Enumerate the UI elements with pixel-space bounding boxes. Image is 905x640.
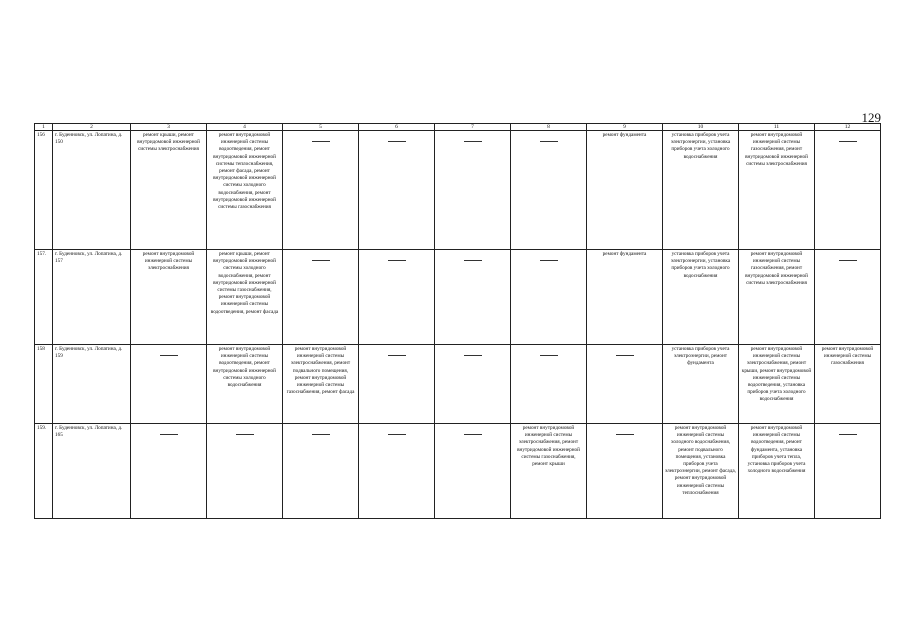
cell: ремонт внутридомовой инженерной системы водоотведения, ремонт фундамента, установка приборов учета тепла, установка приборов учета холодного водоснабжения (739, 424, 815, 519)
row-number: 156 (35, 131, 53, 250)
cell: ремонт внутридомовой инженерной системы холодного водоснабжения, ремонт подвального помещения, установка приборов учета электроэнергии, ремонт фасада, ремонт внутридомовой инженерной системы теплоснабжения (663, 424, 739, 519)
repair-schedule-table (34, 123, 881, 519)
column-number: 5 (283, 124, 359, 131)
empty-cell (587, 424, 663, 519)
empty-cell (815, 250, 881, 345)
cell: ремонт крыши, ремонт внутридомовой инженерной системы холодного водоснабжения, ремонт внутридомовой инженерной системы газоснабжения, ремонт внутридомовой инженерной системы водоотведения, ремонт фасада (207, 250, 283, 345)
column-number: 2 (53, 124, 131, 131)
dash-mark (312, 434, 330, 435)
empty-cell (207, 424, 283, 519)
column-number-row (35, 124, 881, 131)
address-cell: г. Буденновск, ул. Лопатина, д. 165 (53, 424, 131, 519)
empty-cell (283, 250, 359, 345)
dash-mark (388, 355, 406, 356)
row-number: 159. (35, 424, 53, 519)
empty-cell (435, 131, 511, 250)
cell: установка приборов учета электроэнергии, установка приборов учета холодного водоснабжения (663, 250, 739, 345)
dash-mark (464, 355, 482, 356)
empty-cell (283, 424, 359, 519)
page-number: 129 (861, 110, 881, 125)
cell: ремонт внутридомовой инженерной системы электроснабжения, ремонт подвального помещения, ремонт внутридомовой инженерной системы газоснабжения, ремонт фасада (283, 345, 359, 424)
empty-cell (511, 131, 587, 250)
empty-cell (587, 345, 663, 424)
cell: ремонт внутридомовой инженерной системы электроснабжения, ремонт внутридомовой инженерной системы газоснабжения, ремонт крыши (511, 424, 587, 519)
dash-mark (616, 434, 634, 435)
dash-mark (540, 260, 558, 261)
column-number: 11 (739, 124, 815, 131)
empty-cell (435, 250, 511, 345)
dash-mark (236, 434, 254, 435)
cell: ремонт внутридомовой инженерной системы электроснабжения (131, 250, 207, 345)
dash-mark (464, 260, 482, 261)
address-cell: г. Буденновск, ул. Лопатина, д. 159 (53, 345, 131, 424)
cell: ремонт крыши, ремонт внутридомовой инженерной системы электроснабжения (131, 131, 207, 250)
dash-mark (312, 141, 330, 142)
empty-cell (131, 345, 207, 424)
cell: установка приборов учета электроэнергии, установка приборов учета холодного водоснабжения (663, 131, 739, 250)
table-row (35, 424, 881, 519)
cell: ремонт внутридомовой инженерной системы водоотведения, ремонт внутридомовой инженерной системы теплоснабжения, ремонт фасада, ремонт внутридомовой инженерной системы холодного водоснабжения, ремонт внутридомовой инженерной системы газоснабжения (207, 131, 283, 250)
empty-cell (435, 424, 511, 519)
dash-mark (388, 260, 406, 261)
dash-mark (160, 434, 178, 435)
address-cell: г. Буденновск, ул. Лопатина, д. 157 (53, 250, 131, 345)
cell: ремонт внутридомовой инженерной системы водоотведения, ремонт внутридомовой инженерной системы холодного водоснабжения (207, 345, 283, 424)
column-number: 12 (815, 124, 881, 131)
dash-mark (388, 434, 406, 435)
dash-mark (312, 260, 330, 261)
empty-cell (283, 131, 359, 250)
dash-mark (464, 141, 482, 142)
dash-mark (839, 434, 857, 435)
table-row (35, 131, 881, 250)
cell: ремонт внутридомовой инженерной системы газоснабжения, ремонт внутридомовой инженерной системы электроснабжения (739, 250, 815, 345)
dash-mark (160, 355, 178, 356)
cell: ремонт внутридомовой инженерной системы газоснабжения, ремонт внутридомовой инженерной системы электроснабжения (739, 131, 815, 250)
empty-cell (815, 131, 881, 250)
empty-cell (359, 345, 435, 424)
empty-cell (511, 250, 587, 345)
address-cell: г. Буденновск, ул. Лопатина, д. 150 (53, 131, 131, 250)
empty-cell (131, 424, 207, 519)
empty-cell (435, 345, 511, 424)
cell: ремонт внутридомовой инженерной системы электроснабжения, ремонт крыши, ремонт внутридомовой инженерной системы водоотведения, установка приборов учета холодного водоснабжения (739, 345, 815, 424)
dash-mark (464, 434, 482, 435)
empty-cell (511, 345, 587, 424)
empty-cell (359, 131, 435, 250)
empty-cell (359, 424, 435, 519)
column-number: 9 (587, 124, 663, 131)
cell: ремонт фундамента (587, 131, 663, 250)
empty-cell (359, 250, 435, 345)
dash-mark (839, 260, 857, 261)
cell: установка приборов учета электроэнергии, ремонт фундамента (663, 345, 739, 424)
dash-mark (616, 355, 634, 356)
row-number: 157. (35, 250, 53, 345)
dash-mark (540, 141, 558, 142)
column-number: 4 (207, 124, 283, 131)
column-number: 8 (511, 124, 587, 131)
column-number: 10 (663, 124, 739, 131)
cell: ремонт внутридомовой инженерной системы газоснабжения (815, 345, 881, 424)
column-number: 6 (359, 124, 435, 131)
column-number: 3 (131, 124, 207, 131)
column-number: 7 (435, 124, 511, 131)
table-row (35, 250, 881, 345)
column-number: 1 (35, 124, 53, 131)
dash-mark (839, 141, 857, 142)
table-row (35, 345, 881, 424)
cell: ремонт фундамента (587, 250, 663, 345)
row-number: 158 (35, 345, 53, 424)
dash-mark (540, 355, 558, 356)
dash-mark (388, 141, 406, 142)
empty-cell (815, 424, 881, 519)
